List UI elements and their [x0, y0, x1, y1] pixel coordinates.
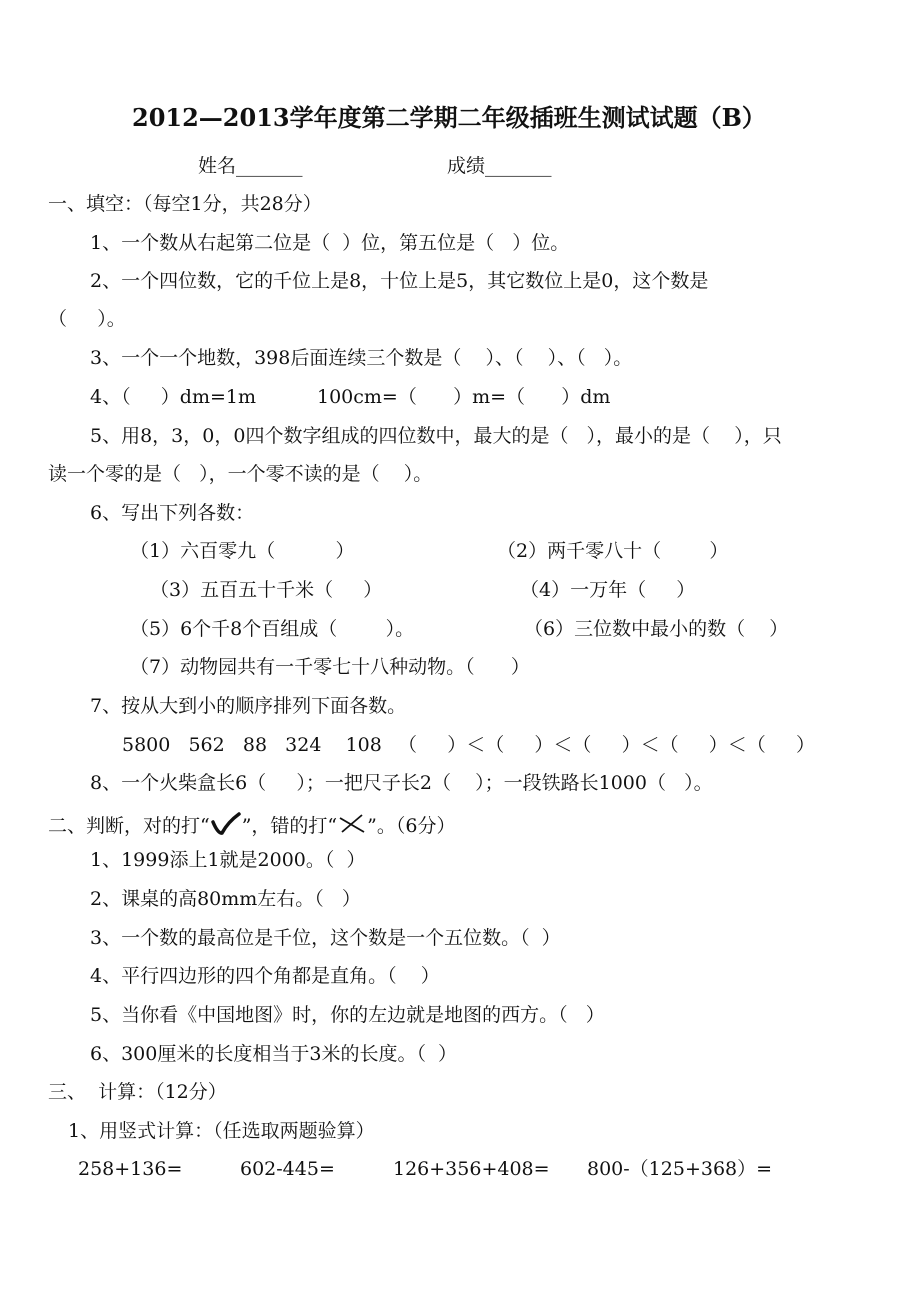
section-2-heading-part-1: 二、判断，对的打“: [48, 815, 210, 837]
score-field-label: 成绩_______: [447, 155, 552, 177]
section-2-heading-part-2: ”，错的打“: [241, 815, 338, 837]
page-title: 2012—2013学年度第二学期二年级插班生测试试题（B）: [132, 103, 766, 132]
question-3-1: 1、用竖式计算：（任选取两题验算）: [68, 1120, 375, 1142]
calc-expression-3: 126+356+408=: [393, 1158, 550, 1180]
question-2-6: 6、300厘米的长度相当于3米的长度。（ ）: [90, 1043, 458, 1065]
question-1-4-part-1: 4、（ ）dm=1m: [90, 386, 256, 408]
question-2-1: 1、1999添上1就是2000。（ ）: [90, 849, 366, 871]
section-3-heading: 三、 计算：（12分）: [48, 1081, 227, 1103]
question-2-5: 5、当你看《中国地图》时，你的左边就是地图的西方。（ ）: [90, 1004, 605, 1026]
question-1-2-line-2: （ ）。: [48, 308, 126, 330]
section-2-heading: [48, 810, 455, 842]
question-1-4-part-2: 100cm=（ ）m=（ ）dm: [317, 386, 611, 408]
question-1-6-item-1: （1）六百零九（ ）: [130, 540, 355, 562]
calc-expression-2: 602-445=: [240, 1158, 335, 1180]
question-1-6-item-6: （6）三位数中最小的数（ ）: [524, 618, 789, 640]
question-1-2-line-1: 2、一个四位数，它的千位上是8，十位上是5，其它数位上是0，这个数是: [90, 270, 709, 292]
question-1-1: 1、一个数从右起第二位是（ ）位，第五位是（ ）位。: [90, 232, 570, 254]
calc-expression-1: 258+136=: [78, 1158, 183, 1180]
cross-mark-icon: [337, 812, 367, 842]
question-1-6-item-4: （4）一万年（ ）: [520, 579, 696, 601]
section-2-heading-part-3: ”。（6分）: [367, 815, 456, 837]
question-1-7-blanks: （ ）＜（ ）＜（ ）＜（ ）＜（ ）: [398, 734, 815, 756]
name-field-label: 姓名_______: [198, 155, 303, 177]
question-1-6-item-2: （2）两千零八十（ ）: [497, 540, 729, 562]
question-1-5-line-1: 5、用8，3，0，0四个数字组成的四位数中，最大的是（ ），最小的是（ ），只: [90, 425, 782, 447]
question-1-3: 3、一个一个地数，398后面连续三个数是（ ）、（ ）、（ ）。: [90, 347, 633, 369]
question-1-6: 6、写出下列各数：: [90, 502, 255, 524]
question-1-6-item-3: （3）五百五十千米（ ）: [150, 579, 383, 601]
question-1-6-item-7: （7）动物园共有一千零七十八种动物。（ ）: [130, 656, 530, 678]
question-1-6-item-5: （5）6个千8个百组成（ ）。: [130, 618, 415, 640]
question-1-7: 7、按从大到小的顺序排列下面各数。: [90, 695, 407, 717]
calc-expression-4: 800-（125+368）=: [587, 1158, 773, 1180]
question-2-3: 3、一个数的最高位是千位，这个数是一个五位数。（ ）: [90, 927, 561, 949]
question-2-2: 2、课桌的高80mm左右。（ ）: [90, 888, 361, 910]
section-1-heading: 一、填空：（每空1分，共28分）: [48, 193, 322, 215]
question-1-7-numbers: 5800 562 88 324 108: [122, 734, 382, 756]
question-2-4: 4、平行四边形的四个角都是直角。（ ）: [90, 965, 440, 987]
question-1-5-line-2: 读一个零的是（ ），一个零不读的是（ ）。: [48, 463, 433, 485]
checkmark-icon: [210, 810, 242, 842]
question-1-8: 8、一个火柴盒长6（ ）；一把尺子长2（ ）；一段铁路长1000（ ）。: [90, 772, 713, 794]
